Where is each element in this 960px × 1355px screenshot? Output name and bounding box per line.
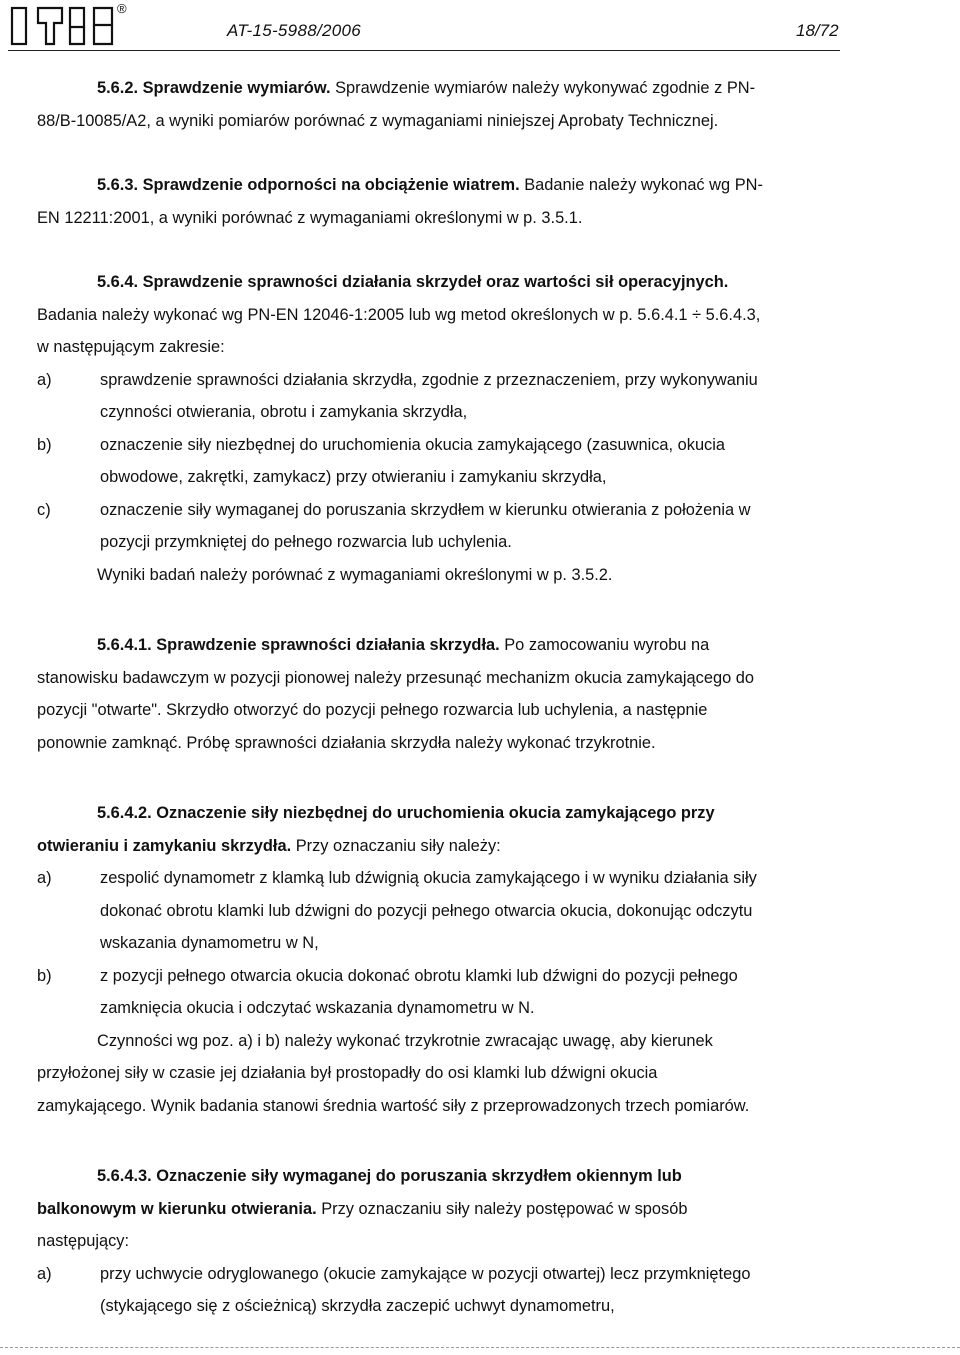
- section-text: ponownie zamknąć. Próbę sprawności działania skrzydła należy wykonać trzykrotnie.: [37, 733, 656, 752]
- section-text: Badania należy wykonać wg PN-EN 12046-1:2005 lub wg metod określonych w p. 5.6.4.1 ÷ 5.6.4.3,: [37, 305, 761, 324]
- document-number: AT-15-5988/2006: [227, 21, 361, 40]
- footer-rule: [0, 1347, 960, 1348]
- list-item-label: a): [37, 869, 52, 887]
- list-item: [37, 429, 843, 494]
- section-5-6-4-1: [37, 629, 843, 759]
- list-item: [37, 1258, 843, 1323]
- list-item-text: oznaczenie siły niezbędnej do uruchomienia okucia zamykającego (zasuwnica, okucia: [100, 435, 726, 454]
- section-title: Sprawdzenie sprawności działania skrzydeł oraz wartości sił operacyjnych.: [142, 273, 729, 291]
- list-item-text: sprawdzenie sprawności działania skrzydła, zgodnie z przeznaczeniem, przy wykonywaniu: [100, 370, 758, 389]
- list-item-text: pozycji przymkniętej do pełnego rozwarcia lub uchylenia.: [100, 533, 512, 551]
- section-5-6-4: [37, 266, 843, 591]
- list-item-text: dokonać obrotu klamki lub dźwigni do pozycji pełnego otwarcia okucia, dokonując odczytu: [100, 901, 753, 920]
- section-text: stanowisku badawczym w pozycji pionowej należy przesunąć mechanizm okucia zamykającego do: [37, 668, 754, 687]
- page-number: 18/72: [796, 21, 839, 40]
- section-number: 5.6.2.: [97, 79, 139, 97]
- list-item-text: czynności otwierania, obrotu i zamykania skrzydła,: [100, 403, 468, 421]
- section-5-6-3: [37, 169, 843, 234]
- section-text: Badanie należy wykonać wg PN-: [524, 176, 763, 194]
- section-title: otwieraniu i zamykaniu skrzydła.: [37, 836, 292, 855]
- section-text: Przy oznaczaniu siły należy postępować w sposób: [321, 1199, 688, 1218]
- section-title: Sprawdzenie sprawności działania skrzydła.: [156, 636, 500, 654]
- list-item-text: z pozycji pełnego otwarcia okucia dokonać obrotu klamki lub dźwigni do pozycji pełnego: [100, 966, 738, 985]
- section-title: balkonowym w kierunku otwierania.: [37, 1199, 317, 1218]
- list-item: [37, 960, 843, 1025]
- section-text: 88/B-10085/A2, a wyniki pomiarów porównać z wymaganiami niniejszej Aprobaty Technicznej.: [37, 111, 719, 130]
- page-header: [0, 0, 960, 60]
- list-item-label: a): [37, 370, 52, 389]
- section-text: pozycji "otwarte". Skrzydło otworzyć do pozycji pełnego rozwarcia lub uchylenia, a następnie: [37, 701, 708, 719]
- section-text: w następującym zakresie:: [37, 338, 225, 356]
- section-title: Oznaczenie siły wymaganej do poruszania skrzydłem okiennym lub: [156, 1167, 682, 1185]
- section-number: 5.6.4.: [97, 273, 139, 291]
- list-item: [37, 364, 843, 429]
- list-item-text: przy uchwycie odryglowanego (okucie zamykające w pozycji otwartej) lecz przymkniętego: [100, 1264, 751, 1283]
- list-item-label: c): [37, 500, 51, 519]
- list-item-text: (stykającego się z ościeżnicą) skrzydła zaczepić uchwyt dynamometru,: [100, 1297, 615, 1315]
- section-5-6-2: [37, 72, 843, 137]
- list-item-text: wskazania dynamometru w N,: [100, 934, 319, 952]
- list-item-label: b): [37, 435, 52, 454]
- list-item-text: obwodowe, zakrętki, zamykacz) przy otwieraniu i zamykaniu skrzydła,: [100, 468, 607, 486]
- section-text: Przy oznaczaniu siły należy:: [295, 836, 501, 855]
- document-body: [37, 72, 843, 1323]
- list-item: [37, 862, 843, 960]
- list-item-text: zamknięcia okucia i odczytać wskazania dynamometru w N.: [100, 999, 535, 1017]
- header-rule: [8, 50, 840, 51]
- list-item-text: oznaczenie siły wymaganej do poruszania skrzydłem w kierunku otwierania z położenia w: [100, 500, 751, 519]
- section-text: przyłożonej siły w czasie jej działania był prostopadły do osi klamki lub dźwigni okucia: [37, 1064, 658, 1082]
- section-text: Czynności wg poz. a) i b) należy wykonać trzykrotnie zwracając uwagę, aby kierunek: [97, 1031, 713, 1050]
- section-number: 5.6.4.1.: [97, 636, 152, 654]
- section-text: Wyniki badań należy porównać z wymaganiami określonymi w p. 3.5.2.: [97, 565, 613, 584]
- section-title: Sprawdzenie wymiarów.: [142, 79, 331, 97]
- section-text: zamykającego. Wynik badania stanowi średnia wartość siły z przeprowadzonych trzech pomiarów.: [37, 1096, 750, 1115]
- list-item-text: zespolić dynamometr z klamką lub dźwignią okucia zamykającego i w wyniku działania siły: [100, 869, 757, 887]
- section-5-6-4-2: [37, 797, 843, 1122]
- section-title: Oznaczenie siły niezbędnej do uruchomienia okucia zamykającego przy: [156, 804, 715, 822]
- section-text: następujący:: [37, 1232, 130, 1250]
- section-text: Sprawdzenie wymiarów należy wykonywać zgodnie z PN-: [335, 79, 756, 97]
- section-text: EN 12211:2001, a wyniki porównać z wymaganiami określonymi w p. 3.5.1.: [37, 208, 583, 227]
- list-item: [37, 494, 843, 559]
- list-item-label: b): [37, 966, 52, 985]
- registered-mark: ®: [117, 1, 127, 16]
- section-title: Sprawdzenie odporności na obciążenie wiatrem.: [142, 176, 520, 194]
- section-number: 5.6.3.: [97, 176, 139, 194]
- list-item-label: a): [37, 1264, 52, 1283]
- itb-logo: [10, 5, 128, 47]
- section-number: 5.6.4.2.: [97, 804, 152, 822]
- section-number: 5.6.4.3.: [97, 1167, 152, 1185]
- section-text: Po zamocowaniu wyrobu na: [504, 636, 710, 654]
- section-5-6-4-3: [37, 1160, 843, 1323]
